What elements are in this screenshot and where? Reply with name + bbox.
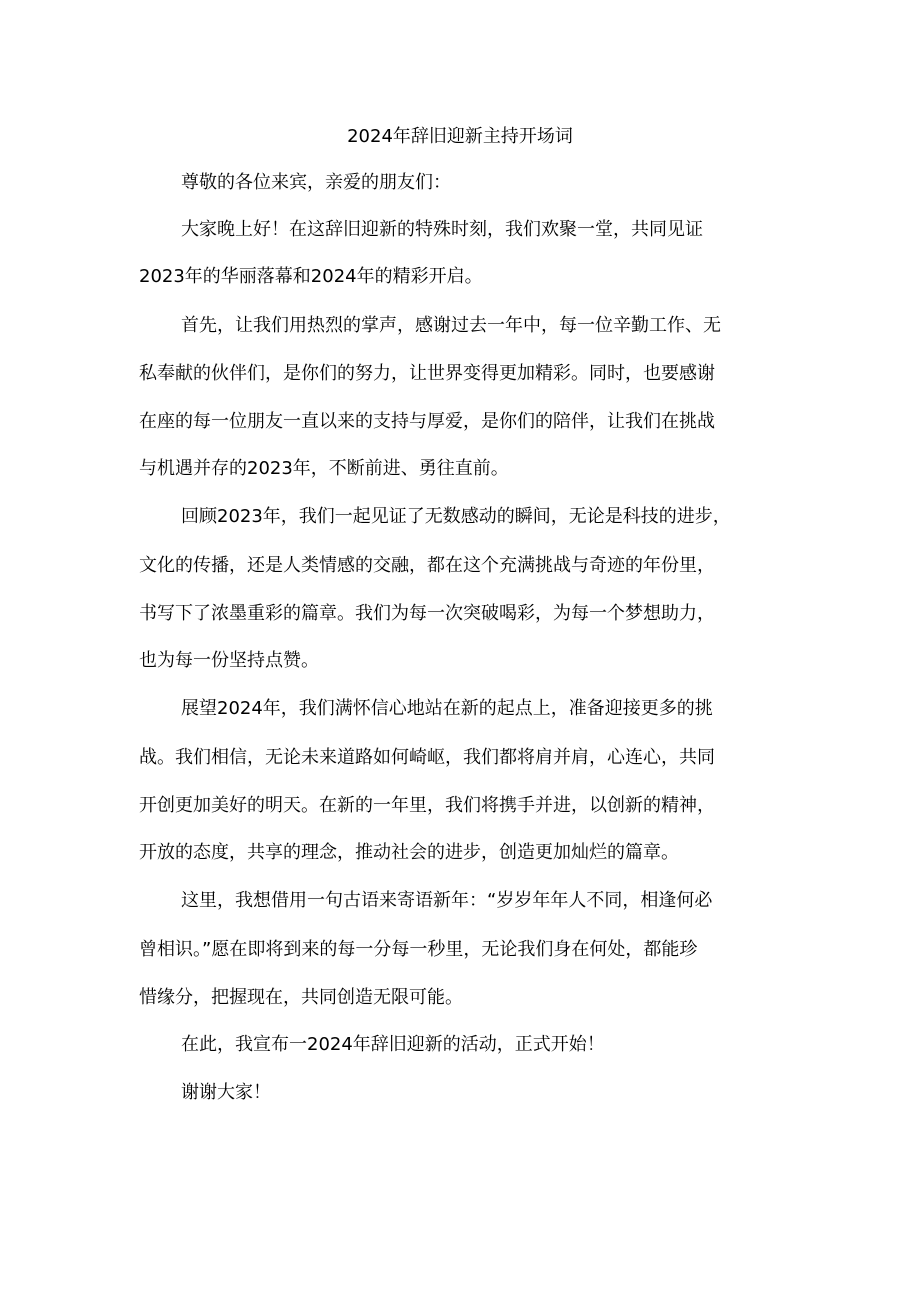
paragraph-1-line-2: 2023年的华丽落幕和2024年的精彩开启。	[139, 266, 483, 287]
paragraph-3-line-4: 也为每一份坚持点赞。	[139, 650, 319, 671]
paragraph-5-line-2: 曾相识。”愿在即将到来的每一分每一秒里，无论我们身在何处，都能珍	[139, 939, 698, 960]
paragraph-6-line-1: 在此，我宣布一2024年辞旧迎新的活动，正式开始！	[181, 1034, 605, 1055]
paragraph-2-line-3: 在座的每一位朋友一直以来的支持与厚爱，是你们的陪伴，让我们在挑战	[139, 411, 715, 432]
paragraph-2-line-4: 与机遇并存的2023年，不断前进、勇往直前。	[139, 458, 509, 479]
paragraph-2-line-2: 私奉献的伙伴们，是你们的努力，让世界变得更加精彩。同时，也要感谢	[139, 363, 715, 384]
salutation: 尊敬的各位来宾，亲爱的朋友们：	[181, 172, 451, 193]
closing-thanks: 谢谢大家！	[181, 1082, 271, 1103]
paragraph-1-line-1: 大家晚上好！在这辞旧迎新的特殊时刻，我们欢聚一堂，共同见证	[181, 219, 703, 240]
paragraph-5-line-3: 惜缘分，把握现在，共同创造无限可能。	[139, 987, 463, 1008]
paragraph-4-line-2: 战。我们相信，无论未来道路如何崎岖，我们都将肩并肩，心连心，共同	[139, 747, 715, 768]
paragraph-2-line-1: 首先，让我们用热烈的掌声，感谢过去一年中，每一位辛勤工作、无	[181, 315, 721, 336]
paragraph-3-line-3: 书写下了浓墨重彩的篇章。我们为每一次突破喝彩，为每一个梦想助力，	[139, 603, 715, 624]
paragraph-5-line-1: 这里，我想借用一句古语来寄语新年：“岁岁年年人不同，相逢何必	[181, 890, 713, 911]
paragraph-4-line-4: 开放的态度，共享的理念，推动社会的进步，创造更加灿烂的篇章。	[139, 842, 679, 863]
document-title: 2024年辞旧迎新主持开场词	[347, 126, 573, 147]
paragraph-3-line-1: 回顾2023年，我们一起见证了无数感动的瞬间，无论是科技的进步，	[181, 506, 731, 527]
paragraph-4-line-3: 开创更加美好的明天。在新的一年里，我们将携手并进，以创新的精神，	[139, 795, 715, 816]
paragraph-4-line-1: 展望2024年，我们满怀信心地站在新的起点上，准备迎接更多的挑	[181, 698, 713, 719]
paragraph-3-line-2: 文化的传播，还是人类情感的交融，都在这个充满挑战与奇迹的年份里，	[139, 555, 715, 576]
